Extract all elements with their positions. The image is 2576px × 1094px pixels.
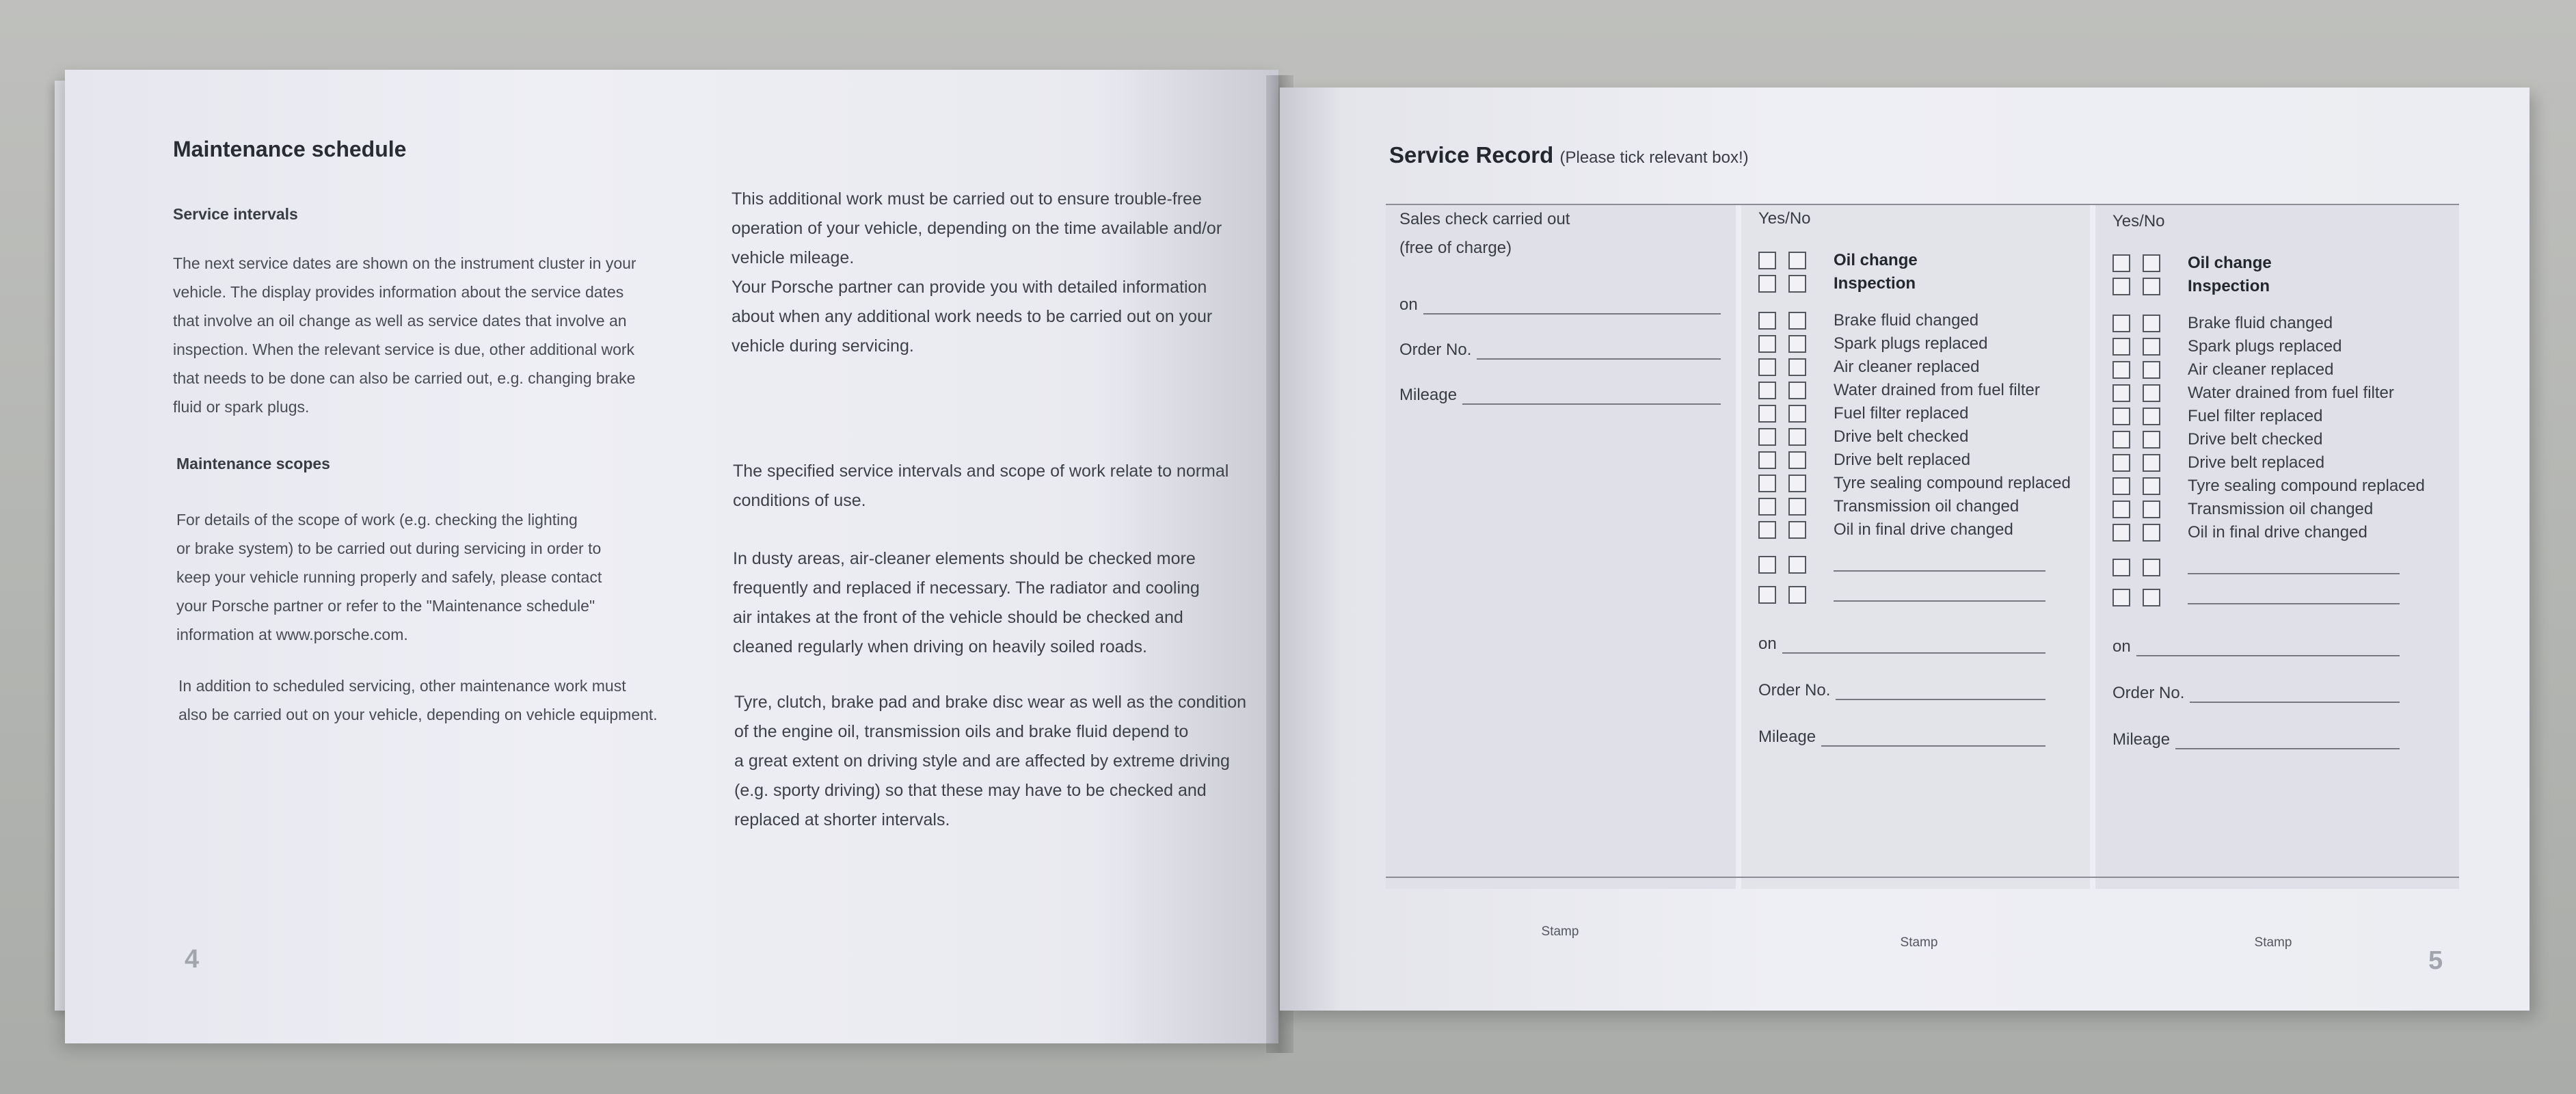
sales-check-column	[1399, 205, 1721, 939]
no-checkbox[interactable]	[2143, 589, 2160, 606]
on-label: on	[2112, 637, 2131, 656]
check-row	[2112, 475, 2447, 498]
text-line: information at www.porsche.com.	[176, 626, 408, 643]
text-line: vehicle. The display provides information about the service dates	[173, 283, 624, 301]
page-number: 4	[185, 945, 200, 974]
text-line: keep your vehicle running properly and safely, please contact	[176, 568, 602, 586]
check-row	[1758, 379, 2080, 402]
text-line: In dusty areas, air-cleaner elements should be checked more	[733, 549, 1196, 568]
check-row	[2112, 312, 2447, 335]
yes-checkbox[interactable]	[1758, 252, 1776, 269]
yes-checkbox[interactable]	[2112, 408, 2130, 425]
text-line: conditions of use.	[733, 491, 866, 510]
yes-checkbox[interactable]	[2112, 361, 2130, 379]
check-label: Spark plugs replaced	[2188, 337, 2342, 356]
date-line[interactable]	[2136, 643, 2400, 656]
check-label: Water drained from fuel filter	[1834, 381, 2040, 399]
yes-checkbox[interactable]	[2112, 384, 2130, 402]
additional-work-text	[732, 185, 1265, 361]
no-checkbox[interactable]	[1788, 382, 1806, 399]
text-line: Your Porsche partner can provide you with detailed information	[732, 278, 1207, 297]
check-row	[2112, 382, 2447, 405]
text-line: (e.g. sporty driving) so that these may have to be checked and	[734, 781, 1207, 800]
service-date-field[interactable]	[2112, 637, 2400, 656]
wear-text	[734, 688, 1274, 835]
yes-checkbox[interactable]	[1758, 556, 1776, 574]
yes-checkbox[interactable]	[2112, 454, 2130, 472]
right-page	[1280, 88, 2530, 1011]
yes-checkbox[interactable]	[1758, 358, 1776, 376]
text-line: a great extent on driving style and are affected by extreme driving	[734, 751, 1230, 771]
no-checkbox[interactable]	[1788, 252, 1806, 269]
check-row	[1758, 309, 2080, 332]
blank-entry-line[interactable]	[2188, 561, 2400, 574]
no-checkbox[interactable]	[2143, 524, 2160, 542]
text-line: of the engine oil, transmission oils and brake fluid depend to	[734, 722, 1189, 741]
text-line: frequently and replaced if necessary. The radiator and cooling	[733, 578, 1200, 598]
mileage-label: Mileage	[2112, 730, 2171, 749]
service-record-title	[1389, 142, 1749, 168]
no-checkbox[interactable]	[1788, 586, 1806, 604]
date-line[interactable]	[1782, 640, 2045, 654]
yes-no-header: Yes/No	[2112, 212, 2165, 230]
check-row-oil-change	[1758, 249, 2080, 272]
yes-checkbox[interactable]	[2112, 315, 2130, 332]
yes-checkbox[interactable]	[1758, 451, 1776, 469]
check-row	[1758, 332, 2080, 356]
check-row-blank	[2112, 552, 2447, 583]
yes-checkbox[interactable]	[2112, 501, 2130, 518]
check-row-inspection	[1758, 272, 2080, 295]
service-column-2	[2112, 212, 2447, 950]
check-label: Drive belt checked	[2188, 430, 2323, 449]
no-checkbox[interactable]	[1788, 312, 1806, 330]
service-record-heading: Service Record	[1389, 142, 1554, 168]
check-label: Brake fluid changed	[1834, 311, 1979, 330]
no-checkbox[interactable]	[2143, 408, 2160, 425]
check-label: Drive belt replaced	[2188, 453, 2325, 472]
service-date-field[interactable]	[1758, 635, 2045, 654]
no-checkbox[interactable]	[1788, 451, 1806, 469]
stamp-label: Stamp	[2254, 935, 2292, 950]
no-checkbox[interactable]	[2143, 315, 2160, 332]
check-label: Drive belt checked	[1834, 427, 1969, 446]
order-no-label: Order No.	[2112, 684, 2185, 702]
no-checkbox[interactable]	[1788, 358, 1806, 376]
blank-entry-line[interactable]	[1834, 588, 2045, 602]
text-line: vehicle mileage.	[732, 248, 855, 267]
check-row	[1758, 518, 2080, 542]
check-label: Fuel filter replaced	[1834, 404, 1969, 423]
no-checkbox[interactable]	[2143, 278, 2160, 295]
additional-maintenance-text	[178, 671, 712, 729]
no-checkbox[interactable]	[2143, 361, 2160, 379]
blank-entry-line[interactable]	[1834, 558, 2045, 572]
no-checkbox[interactable]	[2143, 338, 2160, 356]
check-list	[2112, 312, 2447, 544]
date-line[interactable]	[1423, 301, 1721, 315]
order-no-line[interactable]	[2190, 689, 2400, 703]
service-intervals-heading: Service intervals	[173, 205, 298, 223]
yes-checkbox[interactable]	[2112, 559, 2130, 576]
text-line: fluid or spark plugs.	[173, 398, 310, 416]
check-label: Oil in final drive changed	[2188, 523, 2367, 542]
text-line: about when any additional work needs to be carried out on your	[732, 307, 1213, 326]
check-row	[2112, 451, 2447, 475]
left-page	[65, 70, 1278, 1043]
sales-check-stamp-label: Stamp	[1541, 924, 1579, 939]
check-label: Transmission oil changed	[1834, 497, 2020, 516]
check-label: Air cleaner replaced	[1834, 358, 1980, 376]
maintenance-scopes-text	[176, 505, 696, 649]
order-no-line[interactable]	[1836, 686, 2045, 700]
conditions-text	[733, 457, 1266, 516]
yes-checkbox[interactable]	[1758, 275, 1776, 293]
text-line: also be carried out on your vehicle, depending on vehicle equipment.	[178, 706, 658, 723]
check-label: Tyre sealing compound replaced	[2188, 477, 2425, 495]
check-row	[1758, 402, 2080, 425]
text-line: The specified service intervals and scope of work relate to normal	[733, 462, 1229, 481]
maintenance-scopes-heading: Maintenance scopes	[176, 455, 330, 472]
check-label: Drive belt replaced	[1834, 451, 1971, 469]
yes-checkbox[interactable]	[2112, 589, 2130, 606]
no-checkbox[interactable]	[1788, 405, 1806, 423]
no-checkbox[interactable]	[2143, 254, 2160, 272]
no-checkbox[interactable]	[1788, 475, 1806, 492]
check-row-blank	[2112, 583, 2447, 613]
yes-checkbox[interactable]	[1758, 382, 1776, 399]
check-label: Oil change	[2188, 254, 2272, 272]
no-checkbox[interactable]	[2143, 501, 2160, 518]
no-checkbox[interactable]	[2143, 454, 2160, 472]
yes-checkbox[interactable]	[1758, 475, 1776, 492]
yes-checkbox[interactable]	[1758, 521, 1776, 539]
yes-checkbox[interactable]	[2112, 477, 2130, 495]
check-label: Inspection	[2188, 277, 2270, 295]
text-line: that involve an oil change as well as service dates that involve an	[173, 312, 627, 330]
mileage-label: Mileage	[1758, 728, 1816, 746]
check-list	[1758, 309, 2080, 542]
check-label: Fuel filter replaced	[2188, 407, 2323, 425]
yes-checkbox[interactable]	[2112, 278, 2130, 295]
mileage-line[interactable]	[1821, 733, 2045, 747]
stamp-label: Stamp	[1900, 935, 1938, 950]
text-line: The next service dates are shown on the instrument cluster in your	[173, 254, 636, 272]
no-checkbox[interactable]	[1788, 498, 1806, 516]
no-checkbox[interactable]	[1788, 556, 1806, 574]
check-label: Tyre sealing compound replaced	[1834, 474, 2071, 492]
yes-checkbox[interactable]	[1758, 498, 1776, 516]
service-column-1	[1758, 209, 2080, 950]
service-mileage-field[interactable]	[1758, 728, 2045, 747]
check-row	[2112, 358, 2447, 382]
no-checkbox[interactable]	[2143, 477, 2160, 495]
text-line: that needs to be done can also be carried out, e.g. changing brake	[173, 369, 636, 387]
service-order-field[interactable]	[1758, 681, 2045, 700]
mileage-label: Mileage	[1399, 386, 1458, 404]
check-label: Water drained from fuel filter	[2188, 384, 2394, 402]
check-label: Spark plugs replaced	[1834, 334, 1988, 353]
check-row	[2112, 521, 2447, 544]
yes-checkbox[interactable]	[2112, 524, 2130, 542]
sales-check-label	[1399, 205, 1721, 263]
bottom-rule	[1386, 877, 2459, 878]
check-label: Brake fluid changed	[2188, 314, 2333, 332]
check-label: Oil in final drive changed	[1834, 520, 2013, 539]
sales-check-order-field[interactable]	[1399, 341, 1721, 360]
check-label: Transmission oil changed	[2188, 500, 2374, 518]
blank-entry-line[interactable]	[2188, 591, 2400, 604]
service-intervals-text	[173, 249, 693, 421]
check-row	[2112, 498, 2447, 521]
text-line: cleaned regularly when driving on heavily soiled roads.	[733, 637, 1147, 656]
check-row-blank	[1758, 580, 2080, 610]
text-line: air intakes at the front of the vehicle should be checked and	[733, 608, 1183, 627]
yes-checkbox[interactable]	[1758, 405, 1776, 423]
sales-check-mileage-field[interactable]	[1399, 386, 1721, 405]
check-row	[1758, 425, 2080, 449]
page-title: Maintenance schedule	[173, 137, 407, 161]
check-row-inspection	[2112, 275, 2447, 298]
service-mileage-field[interactable]	[2112, 730, 2400, 749]
no-checkbox[interactable]	[1788, 521, 1806, 539]
check-label: Oil change	[1834, 251, 1918, 269]
order-no-label: Order No.	[1758, 681, 1831, 699]
no-checkbox[interactable]	[2143, 431, 2160, 449]
check-row	[2112, 335, 2447, 358]
page-number: 5	[2428, 946, 2443, 975]
text-line: your Porsche partner or refer to the "Maintenance schedule"	[176, 597, 595, 615]
no-checkbox[interactable]	[1788, 335, 1806, 353]
text-line: For details of the scope of work (e.g. checking the lighting	[176, 511, 578, 529]
order-no-line[interactable]	[1477, 346, 1721, 360]
check-row	[1758, 449, 2080, 472]
no-checkbox[interactable]	[2143, 384, 2160, 402]
mileage-line[interactable]	[1462, 391, 1721, 405]
text-line: This additional work must be carried out to ensure trouble-free	[732, 189, 1202, 209]
yes-checkbox[interactable]	[1758, 586, 1776, 604]
yes-checkbox[interactable]	[1758, 428, 1776, 446]
text-line: or brake system) to be carried out during servicing in order to	[176, 539, 602, 557]
on-label: on	[1399, 295, 1418, 314]
check-label: Inspection	[1834, 274, 1916, 293]
on-label: on	[1758, 635, 1777, 653]
text-line: In addition to scheduled servicing, other maintenance work must	[178, 677, 626, 695]
yes-checkbox[interactable]	[2112, 338, 2130, 356]
check-row	[1758, 356, 2080, 379]
sales-check-label-line1: Sales check carried out	[1399, 210, 1570, 228]
yes-checkbox[interactable]	[1758, 335, 1776, 353]
check-row	[1758, 495, 2080, 518]
no-checkbox[interactable]	[2143, 559, 2160, 576]
text-line: Tyre, clutch, brake pad and brake disc wear as well as the condition	[734, 693, 1247, 712]
order-no-label: Order No.	[1399, 341, 1472, 359]
check-row	[2112, 405, 2447, 428]
yes-no-header: Yes/No	[1758, 209, 1811, 228]
dusty-areas-text	[733, 544, 1266, 662]
text-line: operation of your vehicle, depending on the time available and/or	[732, 219, 1222, 238]
check-row-oil-change	[2112, 252, 2447, 275]
check-row	[2112, 428, 2447, 451]
yes-checkbox[interactable]	[1758, 312, 1776, 330]
mileage-line[interactable]	[2175, 736, 2400, 749]
service-order-field[interactable]	[2112, 684, 2400, 703]
yes-checkbox[interactable]	[2112, 254, 2130, 272]
no-checkbox[interactable]	[1788, 275, 1806, 293]
text-line: replaced at shorter intervals.	[734, 810, 950, 829]
check-row	[1758, 472, 2080, 495]
service-record-note: (Please tick relevant box!)	[1559, 148, 1749, 167]
check-label: Air cleaner replaced	[2188, 360, 2334, 379]
no-checkbox[interactable]	[1788, 428, 1806, 446]
yes-checkbox[interactable]	[2112, 431, 2130, 449]
check-row-blank	[1758, 550, 2080, 580]
text-line: inspection. When the relevant service is due, other additional work	[173, 341, 635, 358]
sales-check-label-line2: (free of charge)	[1399, 239, 1512, 257]
sales-check-date-field[interactable]	[1399, 295, 1721, 315]
text-line: vehicle during servicing.	[732, 336, 914, 356]
